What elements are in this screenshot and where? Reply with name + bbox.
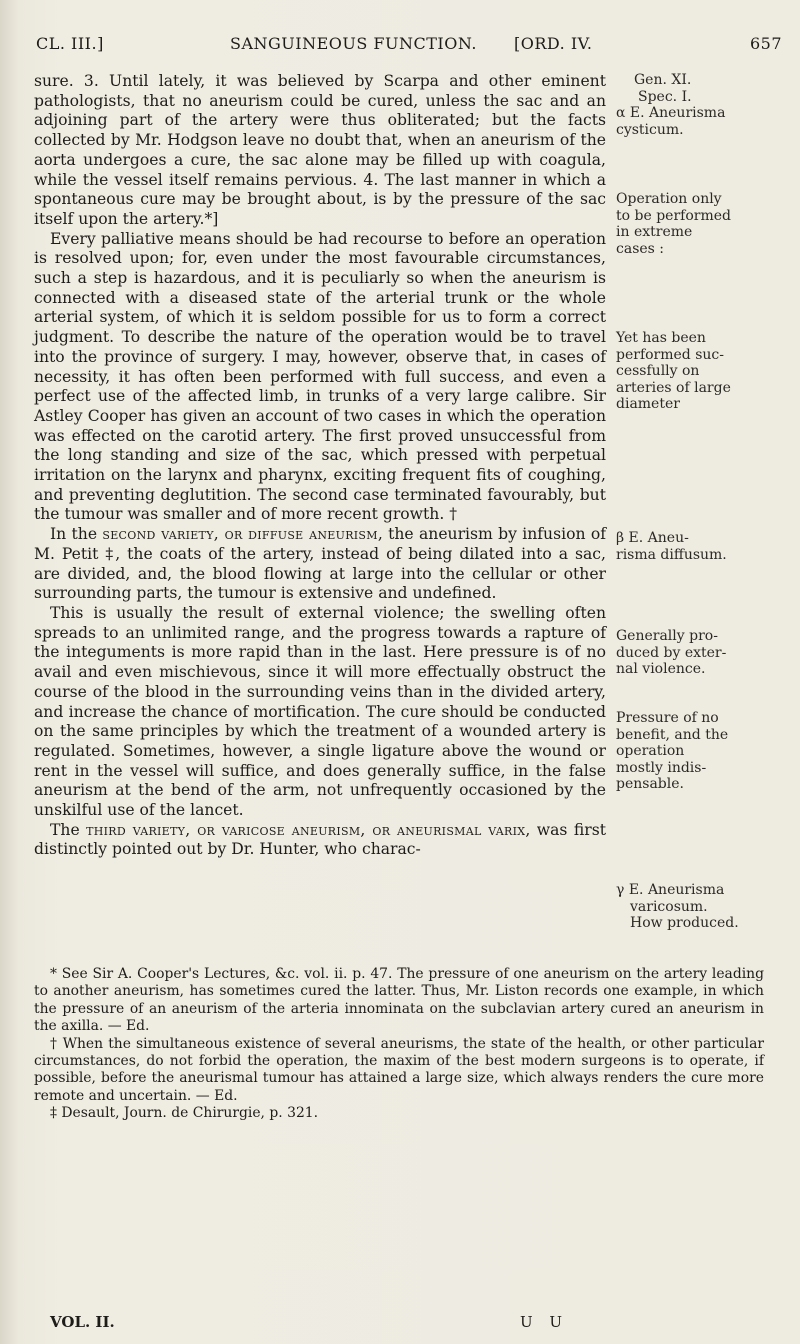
sidenote-line: Pressure of no [616, 710, 719, 726]
paragraph: Every palliative means should be had recourse to before an operation is resolved upon; for, even under the most favourable circumstances, such a step is hazardous, and it is peculiarly so when the aneurism is connected with a diseased state of the arterial trunk or the whole arterial system, of which it is seldom possible for us to form a correct judgment. To describe the nature of the operation would be to travel into the province of surgery. I may, however, observe that, in cases of necessity, it has often been performed with full success, and even a perfect use of the affected limb, in trunks of a very large calibre. Sir Astley Cooper has given an account of two cases in which the operation was effected on the carotid artery. The first proved unsuccessful from the long standing and size of the sac, which pressed with perpetual irritation on the larynx and pharynx, exciting frequent fits of coughing, and preventing deglutition. The second case terminated favourably, but the tumour was smaller and of more recent growth. † [34, 229, 606, 524]
running-title: SANGUINEOUS FUNCTION. [230, 34, 477, 53]
text-run: , was first distinctly pointed out by Dr. Hunter, who charac- [34, 820, 606, 859]
sidenote-line: duced by exter- [616, 644, 727, 661]
sidenote-varicosum [616, 882, 788, 932]
sidenote-line: in extreme [616, 224, 693, 240]
sidenote-line: Operation only [616, 191, 722, 207]
text-run: The [50, 820, 87, 839]
sidenote-line: diameter [616, 396, 680, 412]
sidenote-line: cases : [616, 240, 665, 257]
order-label: [ORD. IV. [514, 34, 593, 53]
footnote: ‡ Desault, Journ. de Chirurgie, p. 321. [50, 1105, 319, 1122]
sidenote-line: benefit, and the [616, 726, 729, 743]
sidenote-line: nal violence. [616, 661, 706, 677]
sidenote-line: to be performed [616, 207, 731, 224]
running-header [34, 34, 783, 56]
sidenote-line: Spec. I. [638, 88, 692, 105]
sidenote-violence [616, 628, 788, 678]
sidenote-line: Gen. XI. [634, 72, 692, 88]
sidenote-line: arteries of large [616, 379, 731, 396]
footnote: † When the simultaneous existence of several aneurisms, the state of the health, or other particular circumstances, do not forbid the operation, the maxim of the best modern surgeons is to operate, if possible, before the aneurismal tumour has attained a large size, which always renders the cure more remote and uncertain. — Ed. [34, 1035, 764, 1104]
sidenote-line: operation [616, 743, 685, 759]
sidenote-diffusum [616, 530, 788, 563]
variety-heading: third variety, or varicose aneurism, or aneurismal varix [86, 820, 526, 839]
sidenote-line: Yet has been [616, 330, 706, 346]
sidenote-line: risma diffusum. [616, 546, 727, 563]
paragraph [34, 821, 606, 860]
paragraph [34, 525, 606, 604]
main-text [34, 72, 606, 860]
sidenote-line: performed suc- [616, 346, 724, 363]
footnote: * See Sir A. Cooper's Lectures, &c. vol. ii. p. 47. The pressure of one aneurism on the artery leading to another aneurism, has sometimes cured the latter. Thus, Mr. Liston records one example, in which the pressure of an aneurism of the arteria innominata on the subclavian artery cured an aneurism in the axilla. — Ed. [34, 966, 764, 1035]
paragraph: This is usually the result of external violence; the swelling often spreads to an unlimited range, and the progress towards a rapture of the integuments is more rapid than in the last. Here pressure is of no avail and even mischievous, since it will more effectually obstruct the course of the blood in the surrounding veins than in the divided artery, and increase the chance of mortification. The cure should be conducted on the same principles by which the treatment of a wounded artery is regulated. Sometimes, however, a single ligature above the wound or rent in the vessel will suffice, and does generally suffice, in the false aneurism at the bend of the arm, not unfrequently occasioned by the unskilful use of the lancet. [34, 603, 606, 820]
volume-label: VOL. II. [50, 1313, 115, 1331]
sidenote-line: mostly indis- [616, 759, 707, 776]
sidenote-operation [616, 191, 788, 257]
sidenote-line: pensable. [616, 776, 684, 792]
text-run: In the [50, 525, 103, 544]
page-number: 657 [750, 34, 783, 53]
text-run: , the aneurism by infusion of M. Petit ‡, the coats of the artery, instead of being dilated into a sac, are divided, and, the blood flowing at large into the cellular or other surrounding parts, the tumour is extensive and undefined. [34, 525, 606, 603]
variety-heading: second variety, or diffuse aneurism [102, 525, 378, 544]
chapter-label: CL. III.] [36, 34, 104, 53]
sidenote-genus [616, 72, 788, 138]
sidenote-success [616, 330, 788, 413]
sidenote-line: cysticum. [616, 121, 684, 138]
paragraph: sure. 3. Until lately, it was believed by Scarpa and other eminent pathologists, that no aneurism could be cured, unless the sac and an adjoining part of the artery were thus obliterated; but the facts collected by Mr. Hodgson leave no doubt that, when an aneurism of the aorta undergoes a cure, the sac alone may be filled up with coagula, while the vessel itself remains pervious. 4. The last manner in which a spontaneous cure may be brought about, is by the pressure of the sac itself upon the artery.*] [34, 72, 606, 228]
footnotes [34, 966, 764, 1123]
sidenote-line: cessfully on [616, 363, 700, 379]
page-footer [50, 1313, 750, 1333]
sidenote-line: Generally pro- [616, 628, 718, 644]
sidenote-pressure [616, 710, 788, 793]
sidenote-line: α E. Aneurisma [616, 105, 726, 121]
sidenote-line: β E. Aneu- [616, 530, 689, 546]
signature-mark: U U [520, 1313, 569, 1331]
sidenote-line: varicosum. [630, 898, 708, 915]
sidenote-line: γ E. Aneurisma [616, 882, 725, 898]
sidenote-line: How produced. [630, 915, 739, 931]
